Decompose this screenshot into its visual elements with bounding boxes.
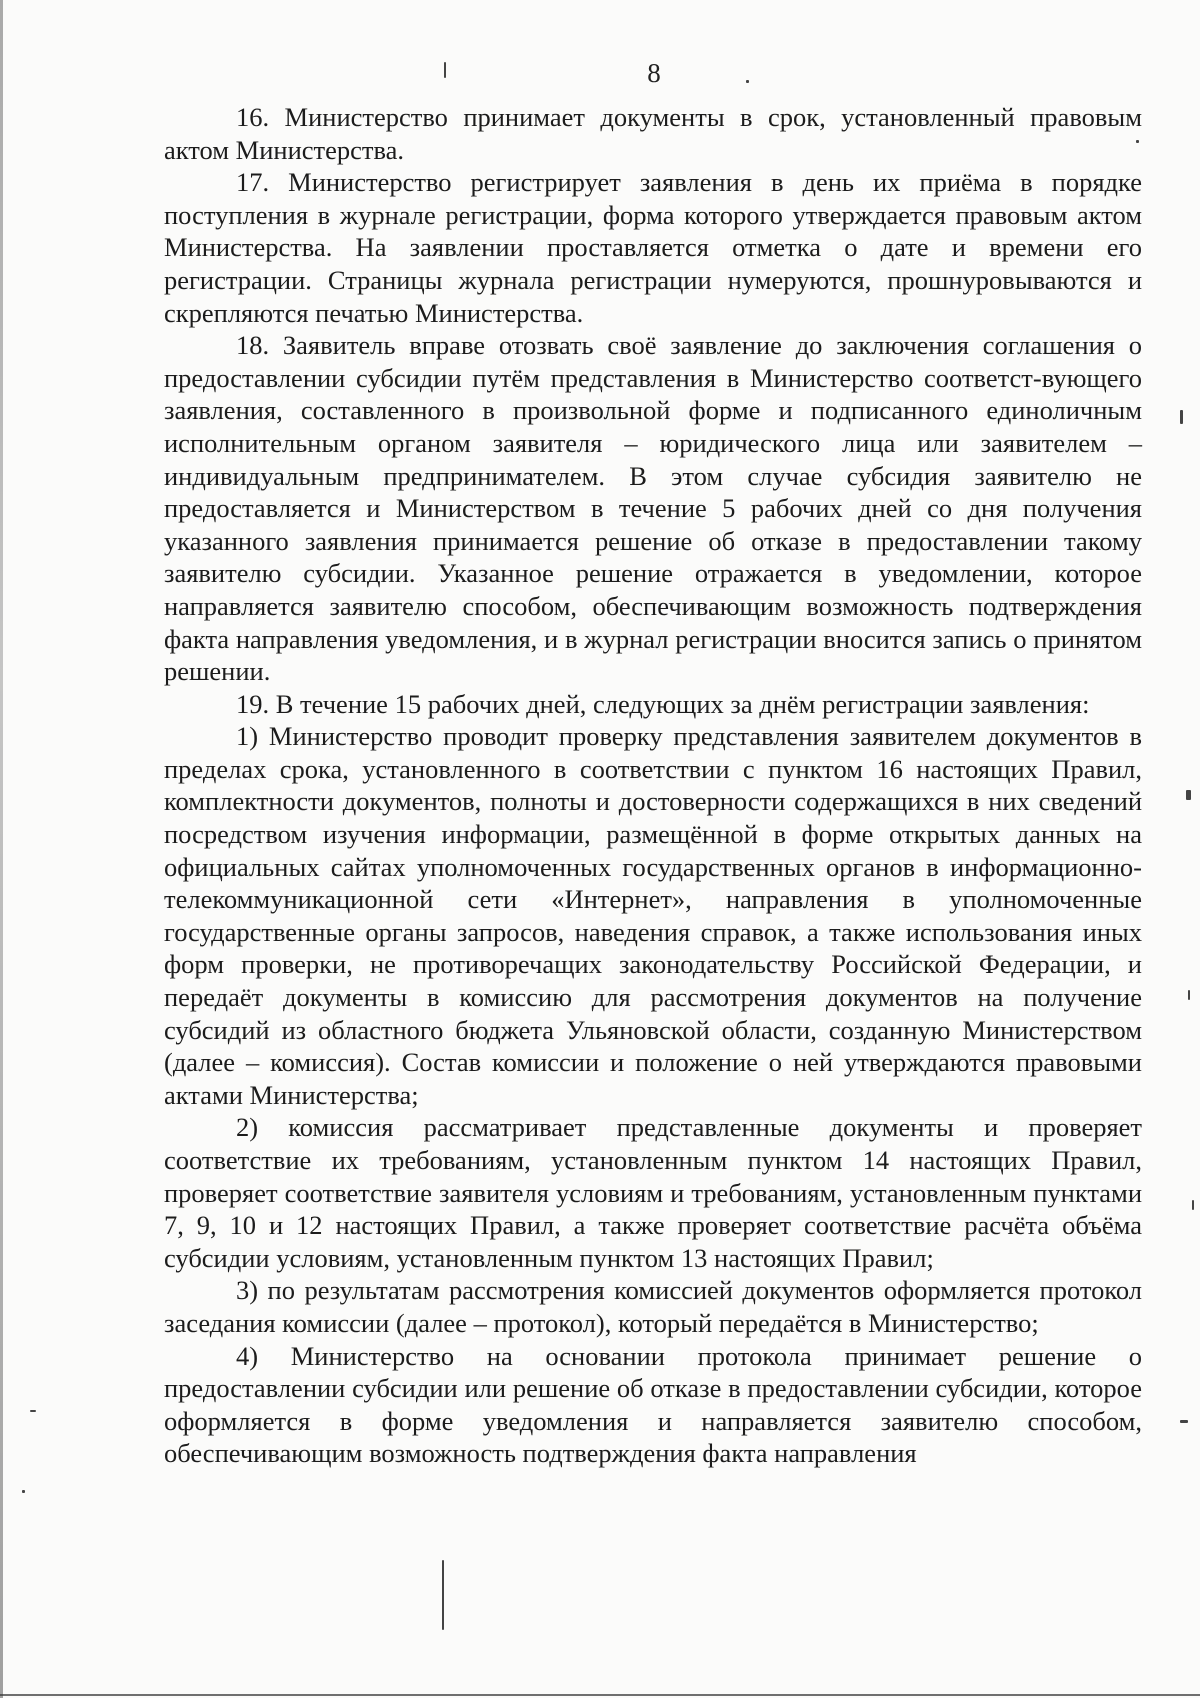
scan-edge (0, 0, 3, 1698)
scan-speck (1186, 790, 1191, 800)
scan-bottom-edge (0, 1694, 1200, 1696)
scan-speck (22, 1490, 25, 1493)
scan-speck (444, 62, 446, 78)
paragraph-16: 16. Министерство принимает документы в срок, установленный правовым актом Министерства. (164, 102, 1142, 165)
scan-speck (1180, 1420, 1188, 1423)
paragraph-19: 19. В течение 15 рабочих дней, следующих за днём регистрации заявления: (236, 688, 1090, 719)
scan-speck (442, 1560, 444, 1630)
scan-speck (30, 1410, 36, 1412)
document-body (164, 101, 1142, 1470)
subparagraph-3: 3) по результатам рассмотрения комиссией документов оформляется протокол заседания комиссии (далее – протокол), который передаётся в Министерство; (164, 1275, 1142, 1338)
subparagraph-4: 4) Министерство на основании протокола принимает решение о предоставлении субсидии или решение об отказе в предоставлении субсидии, которое оформляется в форме уведомления и направляется заявителю способом, обеспечивающим возможность подтверждения факта направления (164, 1340, 1142, 1469)
scan-speck (1136, 140, 1139, 143)
paragraph-18: 18. Заявитель вправе отозвать своё заявление до заключения соглашения о предоставлении субсидии путём представления в Министерство соответст-вующего заявления, составленного в произвольной форме и подписанного единоличным исполнительным органом заявителя – юридического лица или заявителем – индивидуальным предпринимателем. В этом случае субсидия заявителю не предоставляется и Министерством в течение 5 рабочих дней со дня получения указанного заявления принимается решение об отказе в предоставлении такому заявителю субсидии. Указанное решение отражается в уведомлении, которое направляется заявителю способом, обеспечивающим возможность подтверждения факта направления уведомления, и в журнал регистрации вносится запись о принятом решении. (164, 330, 1142, 687)
subparagraph-2: 2) комиссия рассматривает представленные документы и проверяет соответствие их требованиям, установленным пунктом 14 настоящих Правил, проверяет соответствие заявителя условиям и требованиям, установленным пунктами 7, 9, 10 и 12 настоящих Правил, а также проверяет соответствие расчёта объёма субсидии условиям, установленным пунктом 13 настоящих Правил; (164, 1112, 1142, 1273)
page-number: 8 (647, 58, 661, 88)
scan-speck (746, 80, 749, 83)
scan-speck (1180, 410, 1183, 424)
scan-speck (1188, 990, 1190, 1000)
paragraph-17: 17. Министерство регистрирует заявления в день их приёма в порядке поступления в журнале регистрации, форма которого утверждается правовым актом Министерства. На заявлении проставляется отметка о дате и времени его регистрации. Страницы журнала регистрации нумеруются, прошнуровываются и скрепляются печатью Министерства. (164, 167, 1142, 328)
scan-speck (1192, 1200, 1194, 1210)
subparagraph-1: 1) Министерство проводит проверку представления заявителем документов в пределах срока, установленного в соответствии с пунктом 16 настоящих Правил, комплектности документов, полноты и достоверности содержащихся в них сведений посредством изучения информации, размещённой в форме открытых данных на официальных сайтах уполномоченных государственных органов в информационно-телекоммуникационной сети «Интернет», направления в уполномоченные государственные органы запросов, наведения справок, а также использования иных форм проверки, не противоречащих законодательству Российской Федерации, и передаёт документы в комиссию для рассмотрения документов на получение субсидий из областного бюджета Ульяновской области, созданную Министерством (далее – комиссия). Состав комиссии и положение о ней утверждаются правовыми актами Министерства; (164, 721, 1142, 1110)
